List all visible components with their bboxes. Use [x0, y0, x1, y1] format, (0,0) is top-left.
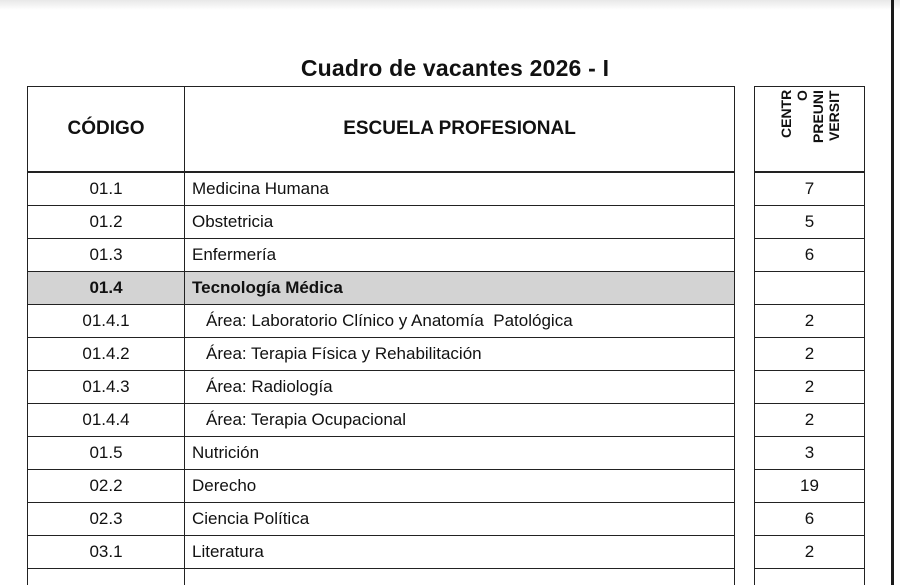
row-code: 02.2 — [28, 470, 185, 503]
centro-header-line: VERSIT — [825, 90, 842, 141]
table-row — [28, 437, 735, 470]
row-school-name-cut — [185, 569, 735, 585]
row-school-name: Área: Laboratorio Clínico y Anatomía Patológica — [185, 305, 735, 338]
row-code: 01.3 — [28, 239, 185, 272]
row-code: 01.4.2 — [28, 338, 185, 371]
table-row — [28, 371, 735, 404]
code-column-header: CÓDIGO — [28, 87, 185, 173]
vacancy-count — [755, 272, 865, 305]
table-row — [755, 206, 865, 239]
centro-preuniversitario-header — [755, 87, 865, 173]
table-row — [28, 239, 735, 272]
vacancy-count: 6 — [755, 503, 865, 536]
vacancy-count: 2 — [755, 404, 865, 437]
table-row — [28, 470, 735, 503]
row-code: 02.3 — [28, 503, 185, 536]
document-title: Cuadro de vacantes 2026 - I — [300, 55, 610, 81]
centro-header-line: CENTR — [777, 90, 794, 139]
table-row — [755, 536, 865, 569]
vacancy-count: 2 — [755, 338, 865, 371]
row-code: 01.4.4 — [28, 404, 185, 437]
table-row — [28, 172, 735, 206]
table-row — [755, 272, 865, 305]
table-row — [755, 437, 865, 470]
vacancy-count: 6 — [755, 239, 865, 272]
school-column-header: ESCUELA PROFESIONAL — [185, 87, 735, 173]
vacancy-count: 5 — [755, 206, 865, 239]
vacancy-count: 2 — [755, 371, 865, 404]
centro-header-line: O — [793, 90, 810, 101]
vacancy-count-cut — [755, 569, 865, 585]
vacancies-table — [27, 86, 735, 585]
row-code-cut — [28, 569, 185, 585]
row-code: 01.2 — [28, 206, 185, 239]
table-row — [28, 536, 735, 569]
row-school-name: Área: Terapia Física y Rehabilitación — [185, 338, 735, 371]
table-row-cut-off — [28, 569, 735, 585]
vacancy-count: 7 — [755, 172, 865, 206]
row-code: 01.4 — [28, 272, 185, 305]
table-row — [755, 470, 865, 503]
row-school-name: Área: Terapia Ocupacional — [185, 404, 735, 437]
row-code: 01.4.3 — [28, 371, 185, 404]
vacancy-count: 19 — [755, 470, 865, 503]
table-row — [28, 503, 735, 536]
table-row — [28, 305, 735, 338]
table-row — [28, 338, 735, 371]
row-school-name: Área: Radiología — [185, 371, 735, 404]
row-school-name: Enfermería — [185, 239, 735, 272]
row-school-name: Derecho — [185, 470, 735, 503]
row-school-name: Obstetricia — [185, 206, 735, 239]
page-right-border — [891, 0, 894, 585]
centro-header-line: PREUNI — [809, 90, 826, 143]
table-row — [755, 338, 865, 371]
table-row — [28, 404, 735, 437]
centro-preuniversitario-table — [754, 86, 865, 585]
table-row — [755, 305, 865, 338]
row-school-name: Literatura — [185, 536, 735, 569]
table-header-row — [28, 87, 735, 173]
row-code: 01.4.1 — [28, 305, 185, 338]
row-code: 01.5 — [28, 437, 185, 470]
table-row — [755, 404, 865, 437]
page-top-edge — [0, 0, 900, 10]
table-row — [755, 239, 865, 272]
table-group-row — [28, 272, 735, 305]
table-row-cut-off — [755, 569, 865, 585]
table-row — [755, 371, 865, 404]
row-school-name: Tecnología Médica — [185, 272, 735, 305]
table-row — [28, 206, 735, 239]
vacancy-count: 3 — [755, 437, 865, 470]
table-row — [755, 172, 865, 206]
row-school-name: Ciencia Política — [185, 503, 735, 536]
centro-header-row — [755, 87, 865, 173]
vacancy-count: 2 — [755, 536, 865, 569]
row-school-name: Medicina Humana — [185, 172, 735, 206]
row-code: 03.1 — [28, 536, 185, 569]
row-school-name: Nutrición — [185, 437, 735, 470]
vacancy-count: 2 — [755, 305, 865, 338]
table-row — [755, 503, 865, 536]
row-code: 01.1 — [28, 172, 185, 206]
